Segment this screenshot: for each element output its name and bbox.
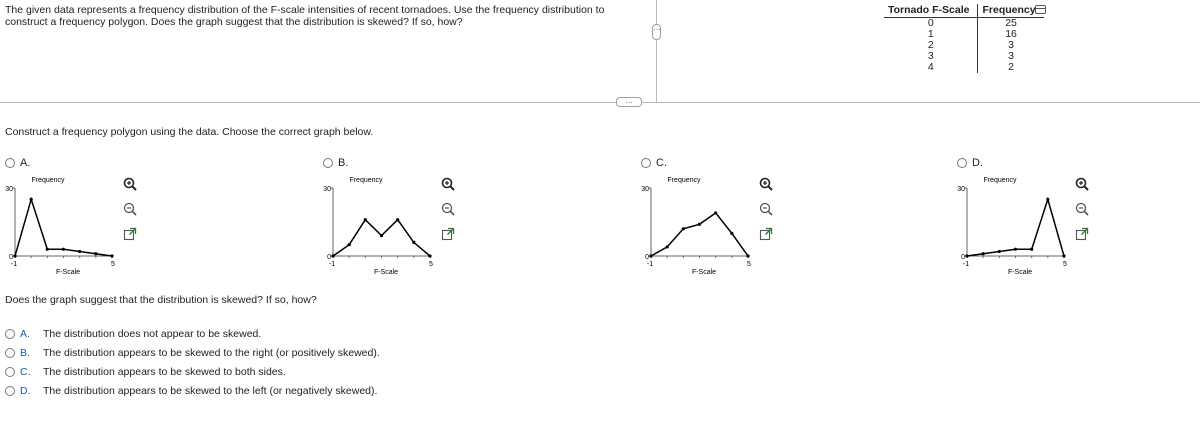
graph-option-a[interactable] <box>5 157 30 169</box>
data-point <box>348 243 351 246</box>
data-point <box>1062 254 1065 257</box>
data-point <box>682 227 685 230</box>
data-point <box>380 234 383 237</box>
y-tick-label: 0 <box>645 254 649 261</box>
y-tick-label: 30 <box>957 186 965 193</box>
y-axis-label: Frequency <box>31 177 65 184</box>
table-cell: 1 <box>884 29 978 40</box>
data-point <box>1046 198 1049 201</box>
radio-button[interactable] <box>323 158 333 168</box>
x-axis-label: F-Scale <box>373 269 399 276</box>
zoom-controls-a <box>122 176 138 251</box>
data-point <box>698 223 701 226</box>
zoom-in-icon[interactable] <box>122 176 138 192</box>
zoom-controls-d <box>1074 176 1090 251</box>
frequency-table <box>884 4 1044 73</box>
vertical-resize-handle[interactable]: … <box>652 24 661 40</box>
y-tick-label: 0 <box>9 254 13 261</box>
option-letter: B. <box>20 346 30 359</box>
radio-button[interactable] <box>641 158 651 168</box>
answer-option-b[interactable] <box>5 343 380 362</box>
radio-button[interactable] <box>5 329 15 339</box>
data-point <box>46 248 49 251</box>
polygon-line <box>651 213 748 256</box>
table-header-frequency: Frequency <box>978 4 1044 18</box>
answer-choices <box>5 324 380 400</box>
popout-icon[interactable] <box>1074 226 1090 242</box>
option-letter: A. <box>20 157 31 169</box>
y-axis-label: Frequency <box>667 177 701 184</box>
table-cell: 2 <box>884 40 978 51</box>
x-tick-label: -1 <box>10 261 18 268</box>
polygon-line <box>15 199 112 256</box>
question-text: The given data represents a frequency distribution of the F-scale intensities of recent tornadoes. Use the frequency distribution to construct a frequency polygon. Does the graph suggest that the distribution is skewed? If so, how? <box>5 4 605 28</box>
data-point <box>78 250 81 253</box>
option-letter: A. <box>20 327 30 340</box>
zoom-controls-c <box>758 176 774 251</box>
x-axis-label: F-Scale <box>55 269 81 276</box>
zoom-out-icon[interactable] <box>122 201 138 217</box>
y-tick-label: 30 <box>323 186 331 193</box>
data-point <box>94 252 97 255</box>
table-row <box>884 51 1044 62</box>
data-point <box>13 254 16 257</box>
table-cell: 0 <box>884 18 978 30</box>
data-point <box>428 254 431 257</box>
y-axis-label: Frequency <box>349 177 383 184</box>
table-row <box>884 18 1044 30</box>
option-text: The distribution appears to be skewed to the right (or positively skewed). <box>43 346 380 359</box>
y-tick-label: 30 <box>641 186 649 193</box>
panel-divider-horizontal <box>0 102 1200 103</box>
popout-icon[interactable] <box>440 226 456 242</box>
data-point <box>746 254 749 257</box>
frequency-polygon-c <box>636 170 756 280</box>
table-cell: 3 <box>884 51 978 62</box>
option-letter: D. <box>972 157 983 169</box>
zoom-out-icon[interactable] <box>1074 201 1090 217</box>
answer-option-a[interactable] <box>5 324 380 343</box>
answer-option-c[interactable] <box>5 362 380 381</box>
y-tick-label: 0 <box>327 254 331 261</box>
table-cell: 25 <box>1005 17 1017 29</box>
horizontal-resize-handle[interactable]: … <box>616 97 642 107</box>
option-letter: C. <box>656 157 667 169</box>
table-cell: 2 <box>1008 61 1014 73</box>
x-axis-label: F-Scale <box>1007 269 1033 276</box>
option-text: The distribution appears to be skewed to both sides. <box>43 365 286 378</box>
data-point <box>62 248 65 251</box>
x-tick-label: 5 <box>429 261 433 268</box>
table-cell: 4 <box>884 62 978 73</box>
popout-icon[interactable] <box>1035 5 1046 14</box>
x-tick-label: 5 <box>747 261 751 268</box>
polygon-line <box>333 220 430 256</box>
y-tick-label: 0 <box>961 254 965 261</box>
data-point <box>1030 248 1033 251</box>
zoom-in-icon[interactable] <box>440 176 456 192</box>
option-letter: C. <box>20 365 31 378</box>
table-cell: 3 <box>1008 39 1014 51</box>
table-cell: 3 <box>1008 50 1014 62</box>
radio-button[interactable] <box>5 367 15 377</box>
x-tick-label: 5 <box>111 261 115 268</box>
table-header-fscale: Tornado F-Scale <box>884 4 978 18</box>
zoom-in-icon[interactable] <box>1074 176 1090 192</box>
data-point <box>666 245 669 248</box>
frequency-polygon-b <box>318 170 438 280</box>
data-point <box>110 254 113 257</box>
data-point <box>30 198 33 201</box>
answer-option-d[interactable] <box>5 381 380 400</box>
zoom-out-icon[interactable] <box>440 201 456 217</box>
radio-button[interactable] <box>5 386 15 396</box>
table-row <box>884 40 1044 51</box>
option-letter: B. <box>338 157 349 169</box>
y-axis-label: Frequency <box>983 177 1017 184</box>
frequency-polygon-a <box>0 170 120 280</box>
data-point <box>364 218 367 221</box>
data-point <box>412 241 415 244</box>
data-point <box>331 254 334 257</box>
frequency-polygon-d <box>952 170 1072 280</box>
popout-icon[interactable] <box>122 226 138 242</box>
option-text: The distribution appears to be skewed to the left (or negatively skewed). <box>43 384 378 397</box>
graph-option-b[interactable] <box>323 157 348 169</box>
x-tick-label: -1 <box>328 261 336 268</box>
data-point <box>998 250 1001 253</box>
data-point <box>982 252 985 255</box>
zoom-out-icon[interactable] <box>758 201 774 217</box>
option-letter: D. <box>20 384 31 397</box>
radio-button[interactable] <box>957 158 967 168</box>
radio-button[interactable] <box>5 158 15 168</box>
data-point <box>714 211 717 214</box>
data-point <box>396 218 399 221</box>
table-cell: 16 <box>1005 28 1017 40</box>
table-row <box>884 62 1044 73</box>
option-text: The distribution does not appear to be skewed. <box>43 327 262 340</box>
zoom-controls-b <box>440 176 456 251</box>
radio-button[interactable] <box>5 348 15 358</box>
table-row <box>884 29 1044 40</box>
panel-divider-vertical <box>656 0 657 102</box>
skew-question-text: Does the graph suggest that the distribution is skewed? If so, how? <box>5 294 317 306</box>
polygon-line <box>967 199 1064 256</box>
data-point <box>649 254 652 257</box>
popout-icon[interactable] <box>758 226 774 242</box>
y-tick-label: 30 <box>5 186 13 193</box>
x-tick-label: 5 <box>1063 261 1067 268</box>
instruction-text: Construct a frequency polygon using the data. Choose the correct graph below. <box>5 126 374 138</box>
zoom-in-icon[interactable] <box>758 176 774 192</box>
data-point <box>965 254 968 257</box>
graph-option-d[interactable] <box>957 157 983 169</box>
graph-option-c[interactable] <box>641 157 667 169</box>
x-tick-label: -1 <box>962 261 970 268</box>
data-point <box>1014 248 1017 251</box>
x-tick-label: -1 <box>646 261 654 268</box>
data-point <box>730 232 733 235</box>
x-axis-label: F-Scale <box>691 269 717 276</box>
